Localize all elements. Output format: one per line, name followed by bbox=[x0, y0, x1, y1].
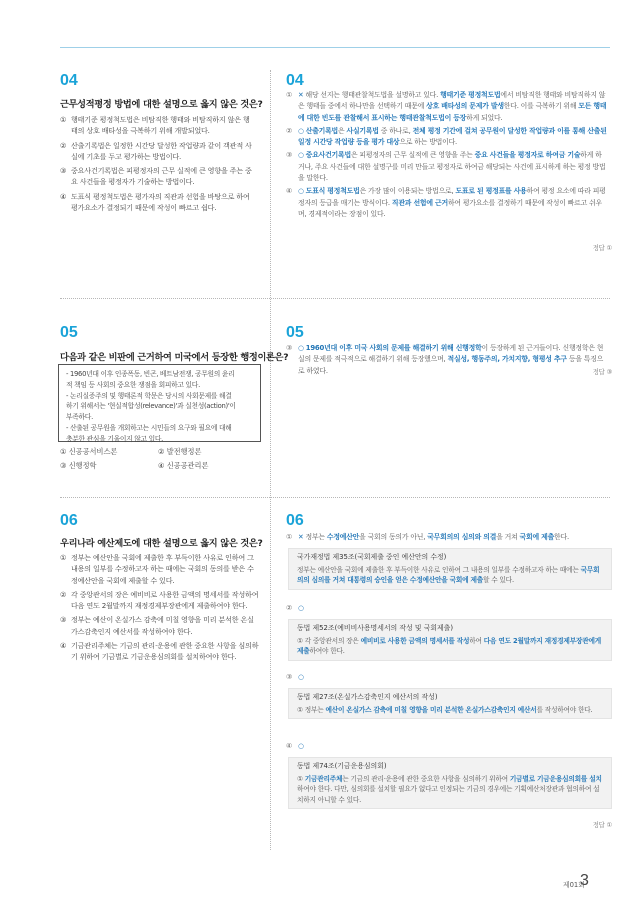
quote-line: 하기 위해서는 '현실적합성(relevance)'과 실천성(action)'이 bbox=[66, 402, 236, 411]
body-text: 하여 평정 요소에 따라 피평정자의 등급을 매기는 방식이다. bbox=[298, 187, 606, 207]
choice-4: ④ 신공공관리론 bbox=[158, 461, 209, 470]
highlight-text: 산출기록법 bbox=[305, 126, 339, 135]
highlight-text: 전체 평정 기간에 걸쳐 공무원이 달성한 작업량과 이를 통해 산출된 일정 시간당 작업량 등을 평가 대상 bbox=[298, 126, 607, 147]
answer-item bbox=[286, 186, 608, 220]
law-title: 국가재정법 제35조(국회제출 중인 예산안의 수정) bbox=[297, 553, 447, 561]
highlight-text: 예비비로 사용한 금액의 명세서를 작성 bbox=[360, 636, 470, 645]
circle-mark-icon: ○ bbox=[298, 187, 304, 196]
question-title: 다음과 같은 비판에 근거하여 미국에서 등장한 행정이론은? bbox=[60, 352, 289, 363]
quote-line: 적 책임 등 사회의 중요한 쟁점을 회피하고 있다. bbox=[66, 380, 200, 389]
body-text: 정부는 bbox=[303, 533, 327, 541]
quote-box bbox=[58, 364, 261, 442]
answer-item-number: ④ bbox=[286, 742, 292, 750]
body-text: 정부는 예산안을 국회에 제출한 후 부득이한 사유로 인하여 그 내용의 일부를 수정하고자 하는 때에는 bbox=[297, 565, 581, 574]
answer-number: 06 bbox=[286, 512, 304, 529]
circle-mark-icon: ○ bbox=[298, 673, 304, 681]
answer-item-number: ③ bbox=[286, 151, 292, 160]
option-number: ③ bbox=[60, 615, 67, 625]
answer-item-number: ③ bbox=[286, 344, 292, 352]
law-body bbox=[297, 565, 603, 586]
answer-label: 정답 ① bbox=[592, 821, 612, 829]
answer-line bbox=[286, 367, 612, 379]
body-text: 하게 되었다. bbox=[466, 113, 503, 122]
body-text: 이 등장하게 된 근거들이다. 신행정학은 현실의 문제를 적극적으로 해결하기 위해 등장했으며, bbox=[298, 344, 604, 364]
highlight-text: 중요 사건들을 평정자로 하여금 기술 bbox=[474, 151, 581, 160]
answer-item bbox=[286, 672, 604, 683]
body-text: 으로 하는 방법이다. bbox=[399, 138, 458, 147]
answer-line bbox=[286, 243, 612, 255]
answer-item-number: ① bbox=[286, 533, 292, 541]
law-excerpt bbox=[288, 757, 612, 809]
option-number: ① bbox=[60, 553, 67, 562]
answer-item-text bbox=[286, 90, 608, 124]
body-text: 한다. 이를 극복하기 위해 bbox=[503, 102, 579, 111]
quote-line: 부족하다. bbox=[66, 413, 93, 422]
law-title: 동법 제74조(기금운용심의회) bbox=[297, 762, 387, 770]
answer-item bbox=[286, 126, 608, 149]
law-title: 동법 제27조(온실가스감축인지 예산서의 작성) bbox=[297, 693, 438, 701]
body-text: 를 작성하여야 한다. bbox=[536, 705, 593, 714]
law-body bbox=[297, 705, 603, 716]
body-text: ① bbox=[297, 774, 305, 783]
choice-3: ③ 신행정학 bbox=[60, 461, 97, 470]
option-text: 기금관리주체는 기금의 관리·운용에 관한 중요한 사항을 심의하기 위하여 기금별로 기금운용심의회를 설치하여야 한다. bbox=[71, 641, 259, 662]
body-text: 하게 하거나, 주요 사건들에 대한 설명구를 미리 만들고 평정자로 하여금 해당되는 사건에 표시하게 하는 평정 방법을 말한다. bbox=[298, 151, 606, 183]
highlight-text: 적실성, 행동주의, 가치지향, 형평성 추구 bbox=[447, 355, 567, 364]
answer-item-text bbox=[286, 150, 608, 184]
highlight-text: 직관과 선험에 근거 bbox=[391, 198, 448, 207]
option-text: 행태기준 평정척도법은 비탐직한 행태와 비탐직하지 않은 행태의 상호 배타성을 극복하기 위해 개발되었다. bbox=[71, 115, 250, 136]
answer-item-text bbox=[286, 532, 604, 543]
body-text: 할 수 있다. bbox=[483, 576, 514, 584]
quote-line: 충분한 관심을 기울이지 않고 있다. bbox=[66, 434, 164, 443]
circle-mark-icon: ○ bbox=[298, 344, 304, 352]
answer-item bbox=[286, 90, 608, 124]
answer-item-text bbox=[286, 603, 604, 614]
highlight-text: 모든 행태에 대한 빈도를 관찰해서 표시하는 행태관찰척도법이 등장 bbox=[298, 102, 607, 122]
highlight-text: 국무회의의 심의를 거쳐 대통령의 승인을 얻은 수정예산안을 국회에 제출 bbox=[297, 565, 600, 584]
body-text: 중 하나로, bbox=[378, 126, 413, 135]
top-rule bbox=[60, 47, 610, 48]
column-divider bbox=[270, 70, 271, 850]
highlight-text: 1960년대 이후 미국 사회의 문제를 해결하기 위해 신행정학 bbox=[305, 344, 482, 352]
body-text: 하여 bbox=[469, 636, 484, 645]
option-text: 중요사건기록법은 피평정자의 근무 실적에 큰 영향을 주는 중요 사건들을 평정자가 기술하는 방법이다. bbox=[71, 166, 252, 187]
answer-item-number: ① bbox=[286, 91, 292, 99]
option-text: 정부는 예산이 온실가스 감축에 미칠 영향을 미리 분석한 온실가스감축인지 예산서를 작성하여야 한다. bbox=[71, 615, 254, 636]
question-title: 근무성적평정 방법에 대한 설명으로 옳지 않은 것은? bbox=[60, 99, 263, 110]
answer-item bbox=[286, 603, 604, 614]
highlight-text: 국무회의의 심의와 의결 bbox=[427, 533, 497, 541]
body-text: 등을 특징으로 하였다. bbox=[298, 355, 604, 375]
option-text: 각 중앙관서의 장은 예비비로 사용한 금액의 명세서를 작성하여 다음 연도 2월말까지 재정경제부장관에게 제출하여야 한다. bbox=[71, 589, 259, 611]
law-body bbox=[297, 774, 603, 806]
highlight-text: 기금별로 기금운용심의회를 설치 bbox=[509, 774, 602, 783]
answer-number: 04 bbox=[286, 72, 304, 89]
cross-mark-icon: ✕ bbox=[298, 91, 304, 99]
option-item bbox=[60, 614, 260, 637]
option-number: ③ bbox=[60, 166, 67, 176]
highlight-text: 다음 연도 2월말까지 재정경제부장관에게 제출 bbox=[297, 636, 601, 655]
circle-mark-icon: ○ bbox=[298, 604, 304, 612]
option-number: ② bbox=[60, 140, 67, 150]
answer-item-text bbox=[286, 186, 608, 220]
body-text: 은 bbox=[338, 126, 347, 135]
highlight-text: 상호 배타성의 문제가 발생 bbox=[426, 102, 504, 111]
answer-item-number: ④ bbox=[286, 187, 292, 196]
answer-item bbox=[286, 741, 604, 752]
answer-item bbox=[286, 532, 604, 543]
highlight-text: 수정예산안 bbox=[326, 533, 360, 541]
option-item bbox=[60, 552, 260, 586]
option-item bbox=[60, 114, 256, 137]
law-excerpt bbox=[288, 548, 612, 590]
quote-line: - 논리실증주의 및 행태론적 학문은 당시의 사회문제를 해결 bbox=[66, 391, 232, 400]
answer-item-number: ② bbox=[286, 126, 292, 135]
circle-mark-icon: ○ bbox=[298, 742, 304, 750]
answer-item bbox=[286, 150, 608, 184]
answer-item-number: ③ bbox=[286, 673, 292, 681]
option-number: ② bbox=[60, 589, 67, 599]
section-divider-1 bbox=[60, 298, 610, 299]
highlight-text: 예산이 온실가스 감축에 미칠 영향을 미리 분석한 온실가스감축인지 예산서 bbox=[325, 705, 537, 714]
body-text: 해당 선지는 행태관찰척도법을 설명하고 있다. bbox=[303, 91, 441, 99]
body-text: ① 정부는 bbox=[297, 705, 326, 714]
law-title: 동법 제52조(예비비사용명세서의 작성 및 국회제출) bbox=[297, 624, 454, 632]
body-text: 하여야 한다. 다만, 심의회를 설치할 필요가 없다고 인정되는 기금의 경우에는 기획예산처장관과 협의하여 설치하지 아니할 수 있다. bbox=[297, 785, 600, 804]
option-number: ④ bbox=[60, 641, 67, 651]
section-divider-2 bbox=[60, 497, 610, 498]
body-text: 하여야 한다. bbox=[309, 647, 345, 655]
highlight-text: 도표식 평정척도법 bbox=[305, 187, 360, 196]
highlight-text: 기금관리주체 bbox=[304, 774, 343, 783]
law-body bbox=[297, 636, 603, 657]
answer-item-text bbox=[286, 126, 608, 149]
body-text: 을 거쳐 bbox=[496, 533, 520, 541]
body-text: ① 각 중앙관서의 장은 bbox=[297, 636, 361, 645]
answer-label: 정답 ③ bbox=[592, 368, 612, 376]
body-text: 한다. bbox=[554, 533, 569, 541]
answer-label: 정답 ① bbox=[592, 244, 612, 252]
law-excerpt bbox=[288, 688, 612, 719]
highlight-text: 국회에 제출 bbox=[519, 533, 555, 541]
answer-item-text bbox=[286, 741, 604, 752]
answer-item-number: ② bbox=[286, 604, 292, 612]
circle-mark-icon: ○ bbox=[298, 126, 304, 135]
circle-mark-icon: ○ bbox=[298, 151, 304, 160]
round-label: 제01회 bbox=[563, 881, 585, 889]
option-text: 도표식 평정척도법은 평가자의 직관과 선험을 바탕으로 하여 평가요소가 결정되기 때문에 작성이 빠르고 쉽다. bbox=[71, 191, 250, 213]
body-text: 은 가장 많이 이용되는 방법으로, bbox=[359, 187, 456, 196]
quote-line: - 1960년대 이후 인종폭동, 빈곤, 베트남전쟁, 공무원의 윤리 bbox=[66, 370, 235, 378]
option-item bbox=[60, 165, 256, 188]
option-item bbox=[60, 191, 256, 214]
option-item bbox=[60, 589, 260, 612]
question-number: 06 bbox=[60, 512, 78, 529]
body-text: 에서 비탐직한 행태와 비탐직하지 않은 행태들 중에서 하나만을 선택하기 때문에 bbox=[298, 91, 606, 111]
highlight-text: 도표로 된 평정표를 사용 bbox=[455, 187, 527, 196]
law-excerpt bbox=[288, 619, 612, 661]
answer-item-text bbox=[286, 672, 604, 683]
body-text: 하여 평가요소를 결정하기 때문에 작성이 빠르고 쉬우며, 경제적이라는 장점이 있다. bbox=[298, 198, 602, 218]
option-text: 정부는 예산안을 국회에 제출한 후 부득이한 사유로 인하여 그 내용의 일부를 수정하고자 하는 때에는 국회의 동의를 받은 수정예산안을 국회에 제출할 수 있다. bbox=[71, 553, 254, 585]
answer-line bbox=[286, 820, 612, 832]
question-number: 04 bbox=[60, 72, 78, 89]
choice-1: ① 신공공서비스론 bbox=[60, 447, 118, 456]
option-number: ④ bbox=[60, 191, 67, 201]
highlight-text: 중요사건기록법 bbox=[305, 151, 351, 160]
choice-2: ② 발전행정론 bbox=[158, 447, 202, 456]
answer-number: 05 bbox=[286, 324, 304, 341]
question-title: 우리나라 예산제도에 대한 설명으로 옳지 않은 것은? bbox=[60, 538, 263, 549]
cross-mark-icon: ✕ bbox=[298, 533, 304, 541]
page-number: 3 bbox=[580, 872, 589, 889]
body-text: 은 피평정자의 근무 실적에 큰 영향을 주는 bbox=[350, 151, 475, 160]
question-number: 05 bbox=[60, 324, 78, 341]
option-number: ① bbox=[60, 115, 67, 124]
option-text: 산출기록법은 일정한 시간당 달성한 작업량과 같이 객관적 사실에 기초를 두고 평가하는 방법이다. bbox=[71, 140, 252, 161]
quote-line: - 산출된 공무원을 개회하고는 시민들의 요구와 필요에 대해 bbox=[66, 423, 232, 432]
body-text: 는 기금의 관리·운용에 관한 중요한 사항을 심의하기 위하여 bbox=[342, 774, 510, 783]
body-text: 을 국회의 동의가 아닌, bbox=[359, 533, 428, 541]
option-item bbox=[60, 640, 260, 663]
highlight-text: 사실기록법 bbox=[346, 126, 379, 135]
option-item bbox=[60, 140, 256, 163]
highlight-text: 행태기준 평정척도법 bbox=[440, 91, 501, 99]
